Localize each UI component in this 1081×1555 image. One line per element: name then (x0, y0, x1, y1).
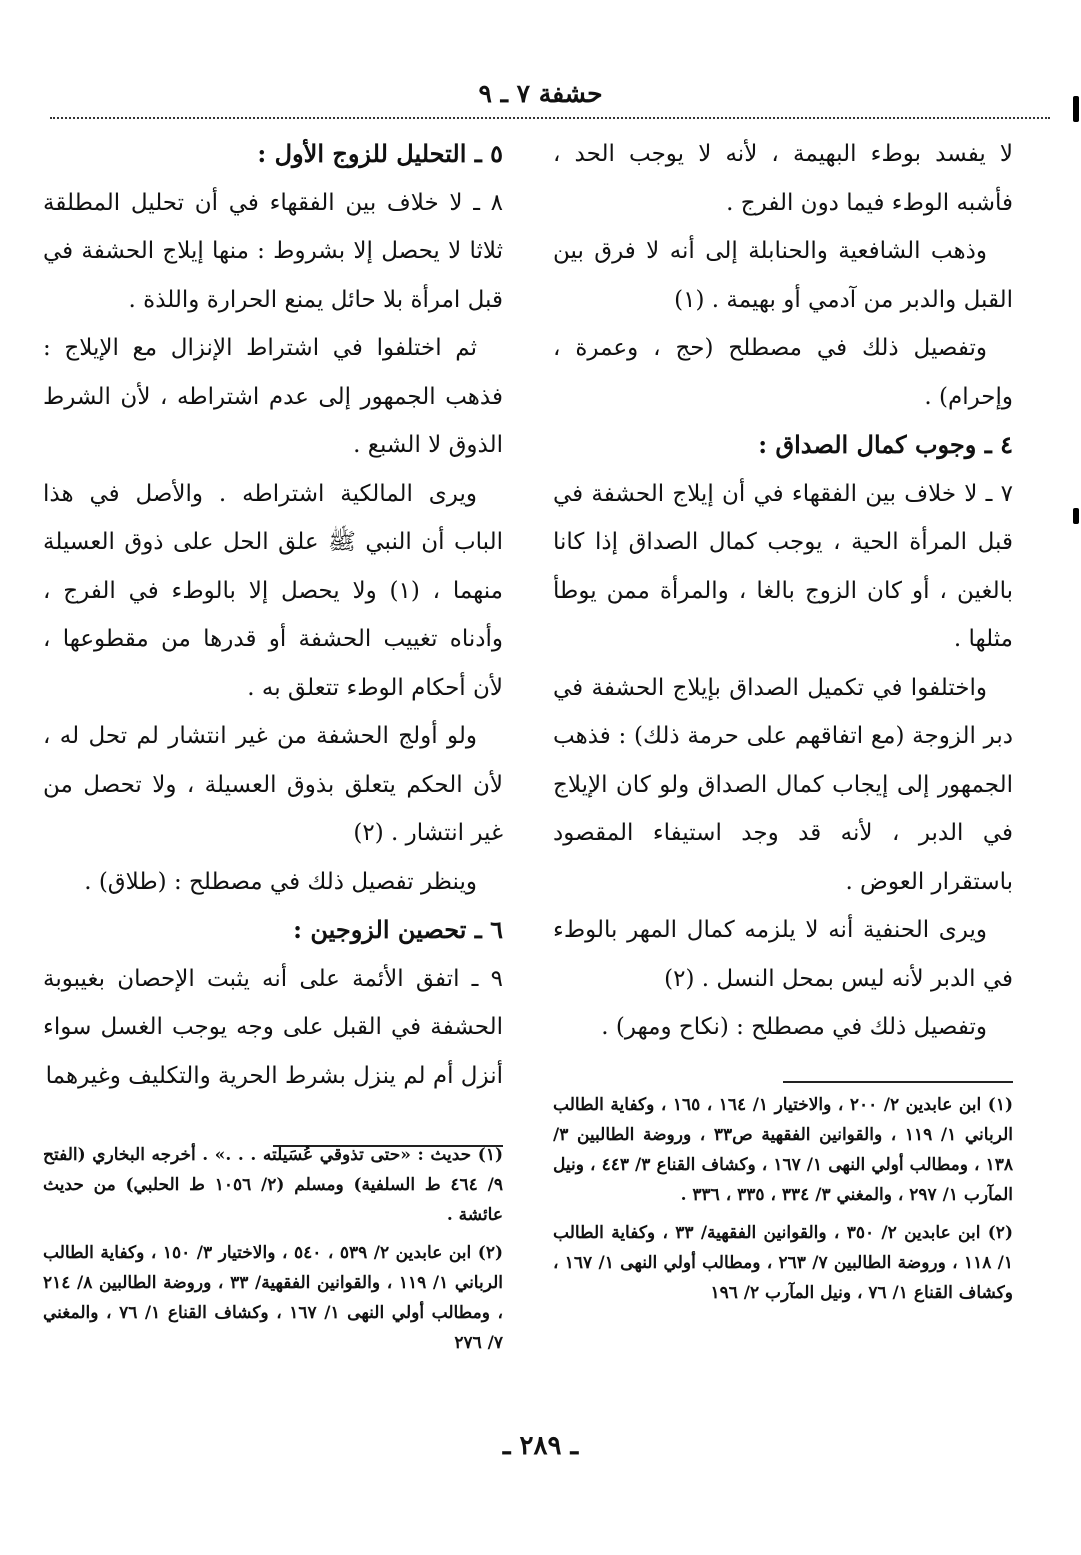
section-heading: ٤ ـ وجوب كمال الصداق : (758, 430, 1013, 459)
paragraph: ويرى المالكية اشتراطه . والأصل في هذا الباب أن النبي ﷺ علق الحل على ذوق العسيلة منهما ، (١) ولا يحصل إلا بالوطء في الفرج ، وأدناه تغييب الحشفة أو قدرها من مقطوعها ، لأن أحكام الوطء تتعلق به . (43, 480, 503, 701)
paragraph: ٧ ـ لا خلاف بين الفقهاء في أن إيلاج الحشفة في قبل المرأة الحية ، يوجب كمال الصداق إذا كانا بالغين ، أو كان الزوج بالغا ، والمرأة ممن يوطأ مثلها . (553, 480, 1013, 652)
right-footnotes (553, 1090, 1013, 1316)
paragraph: ثم اختلفوا في اشتراط الإنزال مع الإيلاج : فذهب الجمهور إلى عدم اشتراطه ، لأن الشرط الذوق لا الشبع . (43, 335, 503, 458)
footnote: (١) حديث : «حتى تذوقي عُسَيلته . . .» . أخرجه البخاري (الفتح ٩/ ٤٦٤ ط السلفية) ومسلم (٢/ ١٠٥٦ ط الحلبي) من حديث عائشة . (43, 1145, 503, 1225)
paragraph: وينظر تفصيل ذلك في مصطلح : (طلاق) . (84, 868, 477, 895)
paragraph: لا يفسد بوطء البهيمة ، لأنه لا يوجب الحد ، فأشبه الوطء فيما دون الفرج . (553, 141, 1013, 216)
section-heading: ٥ ـ التحليل للزوج الأول : (257, 139, 503, 168)
paragraph: ٨ ـ لا خلاف بين الفقهاء في أن تحليل المطلقة ثلاثا لا يحصل إلا بشروط : منها إيلاج الحشفة في قبل امرأة بلا حائل يمنع الحرارة واللذة . (43, 189, 503, 313)
paragraph: ولو أولج الحشفة من غير انتشار لم تحل له ، لأن الحكم يتعلق بذوق العسيلة ، ولا تحصل من غير انتشار . (٢) (43, 723, 503, 846)
left-footnotes (43, 1140, 503, 1366)
right-column (553, 130, 1013, 1052)
scan-edge-mark (1073, 96, 1079, 122)
footnote-divider (783, 1081, 1013, 1083)
page-number: ـ ٢٨٩ ـ (502, 1431, 579, 1461)
footnote: (٢) ابن عابدين ٢/ ٣٥٠ ، والقوانين الفقهية/ ٣٣ ، وكفاية الطالب ١/ ١١٨ ، وروضة الطالبين ٧/ ٢٦٣ ، ومطالب أولي النهى ١/ ١٦٧ ، وكشاف القناع ١/ ٧٦ ، ونيل المآرب ٢/ ١٩٦ (553, 1223, 1014, 1303)
scan-edge-mark (1073, 508, 1079, 524)
paragraph: ويرى الحنفية أنه لا يلزمه كمال المهر بالوطء في الدبر لأنه ليس بمحل النسل . (٢) (553, 917, 1013, 992)
paragraph: وتفصيل ذلك في مصطلح (حج ، وعمرة ، وإحرام) . (553, 335, 1013, 410)
paragraph: وتفصيل ذلك في مصطلح : (نكاح ومهر) . (601, 1014, 987, 1040)
header-divider (50, 117, 1050, 119)
section-heading: ٦ ـ تحصين الزوجين : (293, 915, 503, 944)
running-header: حشفة ٧ ـ ٩ (478, 79, 603, 108)
paragraph: ٩ ـ اتفق الأئمة على أنه يثبت الإحصان بغيبوبة الحشفة في القبل على وجه يوجب الغسل سواء أنزل أم لم ينزل بشرط الحرية والتكليف وغيرهما (43, 965, 503, 1089)
left-column (43, 130, 503, 1100)
footnote: (١) ابن عابدين ٢/ ٢٠٠ ، والاختيار ١/ ١٦٤ ، ١٦٥ ، وكفاية الطالب الرباني ١/ ١١٩ ، والقوانين الفقهية ص٣٣ ، وروضة الطالبين ٣/ ١٣٨ ، ومطالب أولي النهى ١/ ١٦٧ ، وكشاف القناع ٣/ ٤٤٣ ، ونيل المآرب ١/ ٢٩٧ ، والمغني ٣/ ٣٣٤ ، ٣٣٥ ، ٣٣٦ . (553, 1095, 1013, 1205)
paragraph: وذهب الشافعية والحنابلة إلى أنه لا فرق بين القبل والدبر من آدمي أو بهيمة . (١) (553, 238, 1013, 313)
footnote: (٢) ابن عابدين ٢/ ٥٣٩ ، ٥٤٠ ، والاختيار ٣/ ١٥٠ ، وكفاية الطالب الرباني ١/ ١١٩ ، والقوانين الفقهية/ ٣٣ ، وروضة الطالبين ٨/ ٢١٤ ، ومطالب أولي النهى ١/ ١٦٧ ، وكشاف القناع ١/ ٧٦ ، والمغني ٧/ ٢٧٦ (43, 1243, 503, 1353)
paragraph: واختلفوا في تكميل الصداق بإيلاج الحشفة في دبر الزوجة (مع اتفاقهم على حرمة ذلك) : فذهب الجمهور إلى إيجاب كمال الصداق ولو كان الإيلاج في الدبر ، لأنه قد وجد استيفاء المقصود باستقرار العوض . (553, 674, 1013, 895)
